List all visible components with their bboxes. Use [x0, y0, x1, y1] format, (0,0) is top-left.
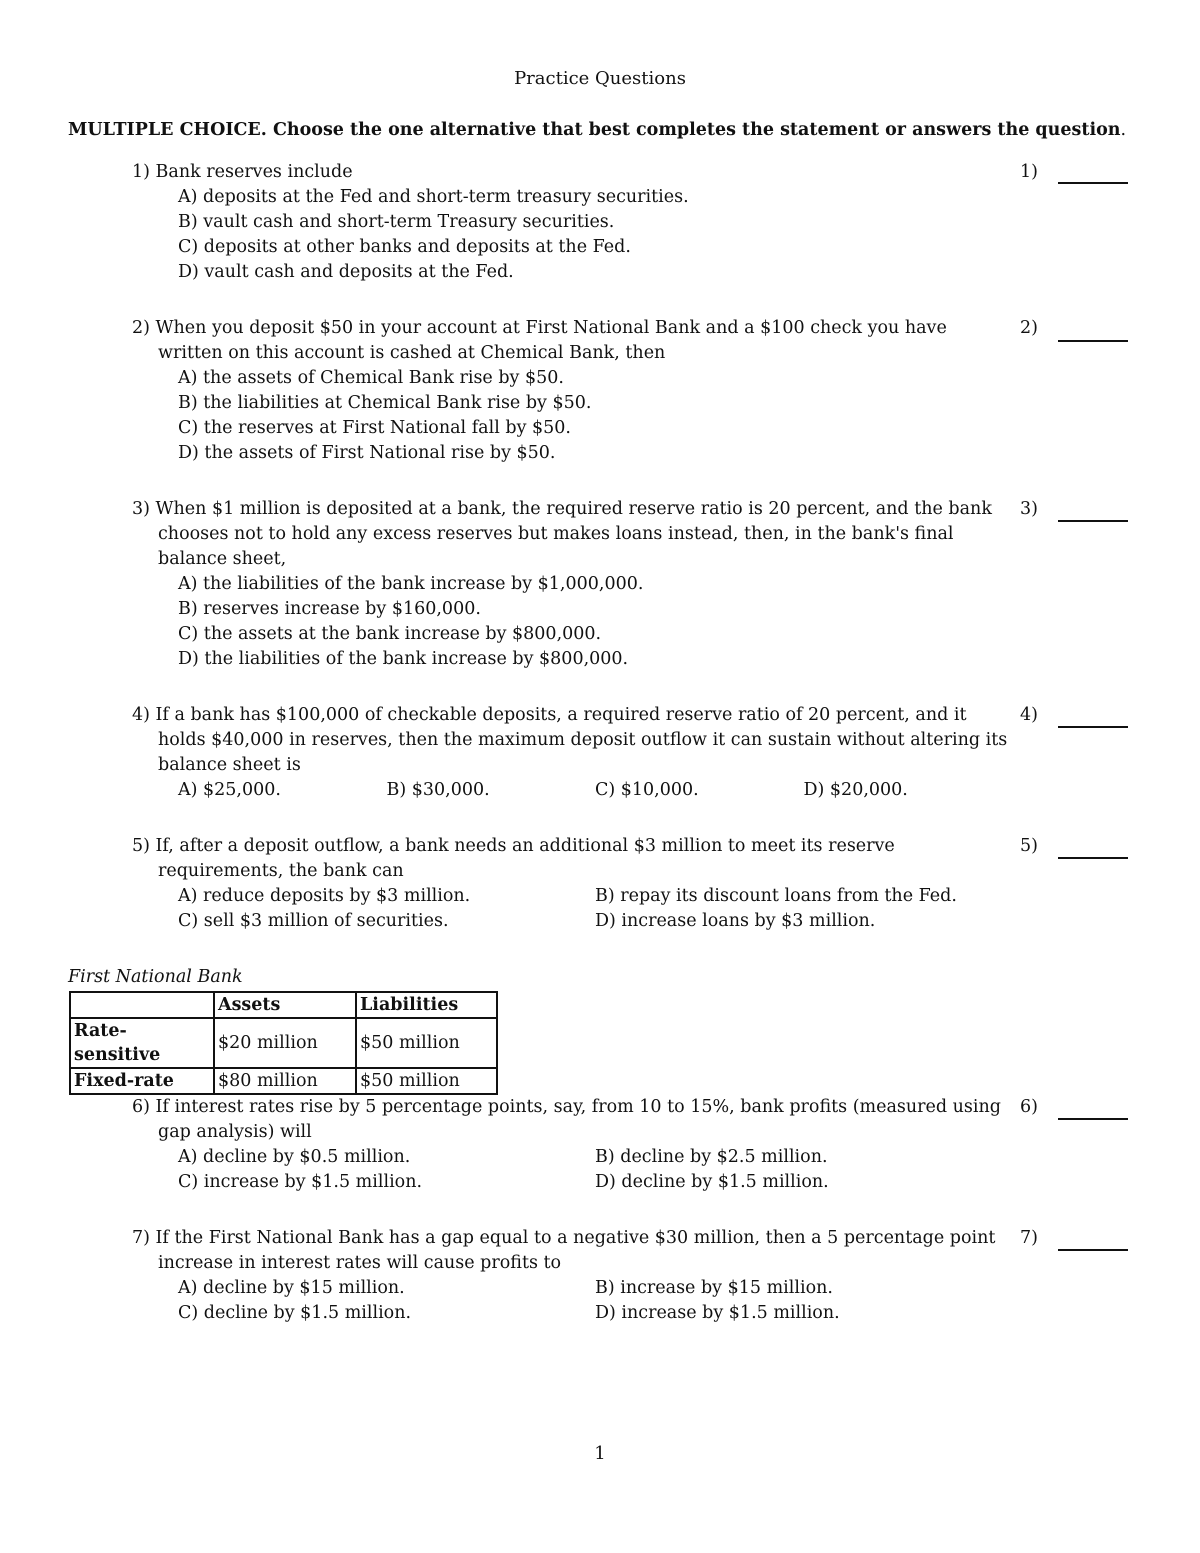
options-row — [132, 1301, 1012, 1326]
table-header-cell — [70, 992, 214, 1018]
table-cell: $50 million — [356, 1018, 497, 1068]
table-row-label: Rate-sensitive — [70, 1018, 214, 1068]
answer-blank-7[interactable] — [1058, 1235, 1128, 1251]
option-a: A) $25,000. — [178, 780, 281, 800]
balance-sheet-table — [69, 991, 498, 1095]
answer-number-6: 6) — [1020, 1097, 1038, 1117]
option-d: D) the assets of First National rise by $50. — [178, 443, 556, 463]
table-caption: First National Bank — [68, 967, 243, 987]
option-d: D) increase by $1.5 million. — [595, 1303, 840, 1323]
table-cell: $20 million — [214, 1018, 356, 1068]
instructions — [68, 120, 1126, 140]
answer-blank-2[interactable] — [1058, 326, 1128, 342]
answer-number-5: 5) — [1020, 836, 1038, 856]
question-stem: 5) If, after a deposit outflow, a bank needs an additional $3 million to meet its reserve requirements, the bank can — [132, 836, 895, 881]
instructions-end: . — [1120, 120, 1127, 140]
option-b: B) $30,000. — [386, 780, 490, 800]
question-7 — [132, 1226, 1012, 1326]
options-row — [132, 1170, 1012, 1195]
option-b: B) vault cash and short-term Treasury securities. — [178, 212, 615, 232]
question-2 — [132, 316, 1012, 466]
table-cell: $50 million — [356, 1068, 497, 1094]
options-row — [132, 778, 1012, 803]
option-a: A) deposits at the Fed and short-term treasury securities. — [178, 187, 689, 207]
option-c: C) deposits at other banks and deposits at the Fed. — [178, 237, 631, 257]
page-number: 1 — [594, 1443, 606, 1464]
answer-blank-6[interactable] — [1058, 1104, 1128, 1120]
option-d: D) decline by $1.5 million. — [595, 1172, 829, 1192]
answer-number-1: 1) — [1020, 162, 1038, 182]
table-header-cell: Liabilities — [356, 992, 497, 1018]
answer-blank-3[interactable] — [1058, 506, 1128, 522]
option-a: A) the liabilities of the bank increase by $1,000,000. — [178, 574, 644, 594]
instructions-bold: MULTIPLE CHOICE. Choose the one alternative that best completes the statement or answers the question — [68, 120, 1121, 140]
table-header-cell: Assets — [214, 992, 356, 1018]
option-c: C) the reserves at First National fall by $50. — [178, 418, 571, 438]
option-c: C) sell $3 million of securities. — [178, 911, 449, 931]
options-row — [132, 909, 1012, 934]
answer-number-2: 2) — [1020, 318, 1038, 338]
option-c: C) $10,000. — [595, 780, 699, 800]
table-header-row — [70, 992, 497, 1018]
question-stem: 6) If interest rates rise by 5 percentage points, say, from 10 to 15%, bank profits (measured using gap analysis) will — [132, 1097, 1001, 1142]
option-b: B) repay its discount loans from the Fed. — [595, 886, 957, 906]
option-c: C) the assets at the bank increase by $800,000. — [178, 624, 602, 644]
option-a: A) reduce deposits by $3 million. — [178, 886, 471, 906]
option-d: D) increase loans by $3 million. — [595, 911, 876, 931]
question-stem: 2) When you deposit $50 in your account at First National Bank and a $100 check you have written on this account is cashed at Chemical Bank, then — [132, 318, 947, 363]
options-row — [132, 1276, 1012, 1301]
question-5 — [132, 834, 1012, 934]
question-stem: 1) Bank reserves include — [132, 162, 353, 182]
table-row-label: Fixed-rate — [70, 1068, 214, 1094]
question-1 — [132, 160, 1012, 285]
answer-blank-1[interactable] — [1058, 168, 1128, 184]
option-d: D) vault cash and deposits at the Fed. — [178, 262, 514, 282]
option-b: B) decline by $2.5 million. — [595, 1147, 828, 1167]
table-cell: $80 million — [214, 1068, 356, 1094]
option-a: A) decline by $15 million. — [178, 1278, 405, 1298]
option-a: A) decline by $0.5 million. — [178, 1147, 411, 1167]
option-d: D) the liabilities of the bank increase by $800,000. — [178, 649, 629, 669]
question-3 — [132, 497, 1012, 672]
option-d: D) $20,000. — [803, 780, 908, 800]
answer-blank-4[interactable] — [1058, 712, 1128, 728]
answer-number-4: 4) — [1020, 705, 1038, 725]
table-row — [70, 1018, 497, 1068]
options-row — [132, 1145, 1012, 1170]
option-b: B) the liabilities at Chemical Bank rise by $50. — [178, 393, 592, 413]
option-b: B) reserves increase by $160,000. — [178, 599, 481, 619]
table-row — [70, 1068, 497, 1094]
question-6 — [132, 1095, 1012, 1195]
option-c: C) increase by $1.5 million. — [178, 1172, 423, 1192]
page-title: Practice Questions — [514, 68, 686, 89]
question-4 — [132, 703, 1012, 803]
question-stem: 3) When $1 million is deposited at a bank, the required reserve ratio is 20 percent, and the bank chooses not to hold any excess reserves but makes loans instead, then, in the bank's final balance sheet, — [132, 499, 992, 569]
options-row — [132, 884, 1012, 909]
question-stem: 7) If the First National Bank has a gap equal to a negative $30 million, then a 5 percentage point increase in interest rates will cause profits to — [132, 1228, 996, 1273]
question-stem: 4) If a bank has $100,000 of checkable deposits, a required reserve ratio of 20 percent, and it holds $40,000 in reserves, then the maximum deposit outflow it can sustain without altering its balance sheet is — [132, 705, 1008, 775]
option-a: A) the assets of Chemical Bank rise by $50. — [178, 368, 564, 388]
answer-number-3: 3) — [1020, 499, 1038, 519]
answer-blank-5[interactable] — [1058, 843, 1128, 859]
option-c: C) decline by $1.5 million. — [178, 1303, 412, 1323]
option-b: B) increase by $15 million. — [595, 1278, 833, 1298]
answer-number-7: 7) — [1020, 1228, 1038, 1248]
